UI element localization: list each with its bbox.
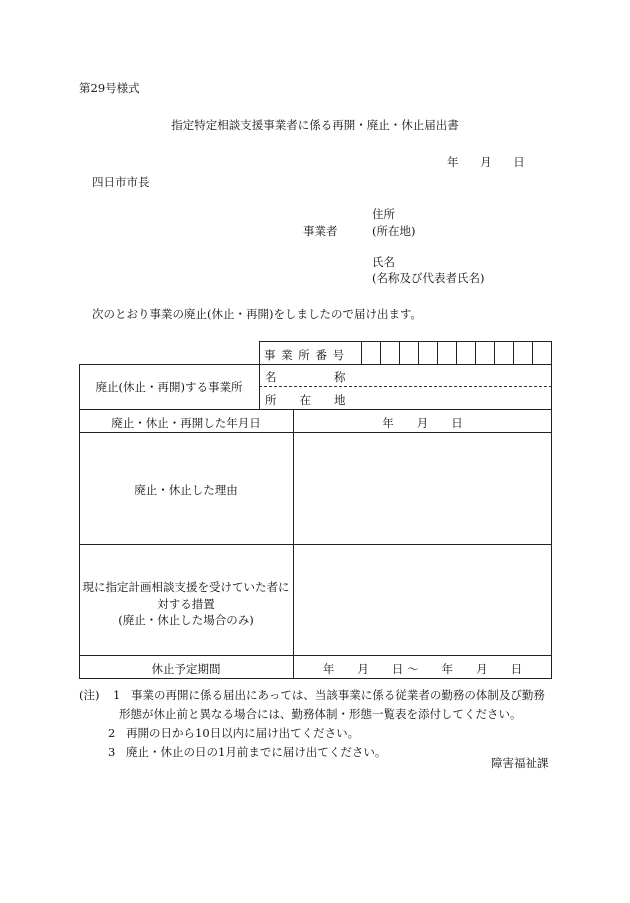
office-label: 廃止(休止・再開)する事業所: [95, 380, 243, 394]
table-border-left: [79, 364, 80, 679]
note-text: 再開の日から10日以内に届け出てください。: [126, 726, 360, 740]
note-continuation: [79, 705, 559, 724]
table-line: [79, 409, 552, 410]
addressee: 四日市市長: [92, 175, 150, 189]
change-date-label: 廃止・休止・再開した年月日: [111, 416, 261, 430]
office-name-label: 名 称: [265, 370, 346, 384]
reason-label: 廃止・休止した理由: [134, 483, 238, 497]
number-box-divider: [513, 341, 514, 365]
applicant-label: 事業者: [303, 224, 338, 238]
number-box-divider: [380, 341, 381, 365]
table-line: [293, 409, 294, 679]
table-dashed-line: [259, 386, 552, 387]
notes: [79, 686, 559, 762]
office-number-label: 事 業 所 番 号: [264, 348, 346, 362]
note-number: 3: [108, 745, 116, 759]
name-label: 氏名: [372, 255, 395, 269]
table-line: [79, 655, 552, 656]
number-box-divider: [494, 341, 495, 365]
table-line: [361, 341, 362, 365]
number-box-divider: [532, 341, 533, 365]
number-box-divider: [418, 341, 419, 365]
notes-prefix: (注): [79, 688, 100, 702]
table-line: [79, 432, 552, 433]
note-text: 形態が休止前と異なる場合には、勤務体制・形態一覧表を添付してください。: [119, 707, 522, 721]
note-item: [79, 724, 559, 743]
intro-statement: 次のとおり事業の廃止(休止・再開)をしましたので届け出ます。: [92, 307, 423, 321]
form-number: 第29号様式: [79, 81, 140, 95]
department-name: 障害福祉課: [491, 756, 549, 770]
measures-label-line1: 現に指定計画相談支援を受けていた者に: [82, 580, 290, 594]
table-border-right: [551, 341, 552, 679]
note-text: 廃止・休止の日の1月前までに届け出てください。: [126, 745, 387, 759]
table-line: [79, 364, 552, 365]
number-box-divider: [399, 341, 400, 365]
table-line: [79, 544, 552, 545]
table-border-bottom: [79, 678, 552, 679]
number-box-divider: [456, 341, 457, 365]
office-location-label: 所 在 地: [265, 393, 346, 407]
name-sublabel: (名称及び代表者氏名): [372, 271, 485, 285]
table-border-top: [259, 341, 552, 342]
measures-label: [79, 579, 293, 629]
table-line: [259, 341, 260, 410]
change-date-value: 年 月 日: [382, 416, 463, 430]
note-number: 1: [113, 688, 121, 702]
note-item: [79, 686, 559, 705]
suspension-period-label: 休止予定期間: [151, 662, 221, 676]
address-sublabel: (所在地): [372, 224, 416, 238]
note-text: 事業の再開に係る届出にあっては、当該事業に係る従業者の勤務の体制及び勤務: [131, 688, 545, 702]
measures-label-line3: (廃止・休止した場合のみ): [118, 613, 254, 628]
number-box-divider: [475, 341, 476, 365]
notification-table: [79, 341, 552, 679]
note-item: [79, 743, 559, 762]
suspension-period-value: 年 月 日 〜 年 月 日: [322, 662, 523, 676]
document-title: 指定特定相談支援事業者に係る再開・廃止・休止届出書: [171, 118, 459, 132]
measures-label-line2: 対する措置: [157, 596, 215, 611]
submission-date: 年 月 日: [447, 155, 525, 169]
note-number: 2: [108, 726, 116, 740]
address-label: 住所: [372, 207, 395, 221]
number-box-divider: [437, 341, 438, 365]
